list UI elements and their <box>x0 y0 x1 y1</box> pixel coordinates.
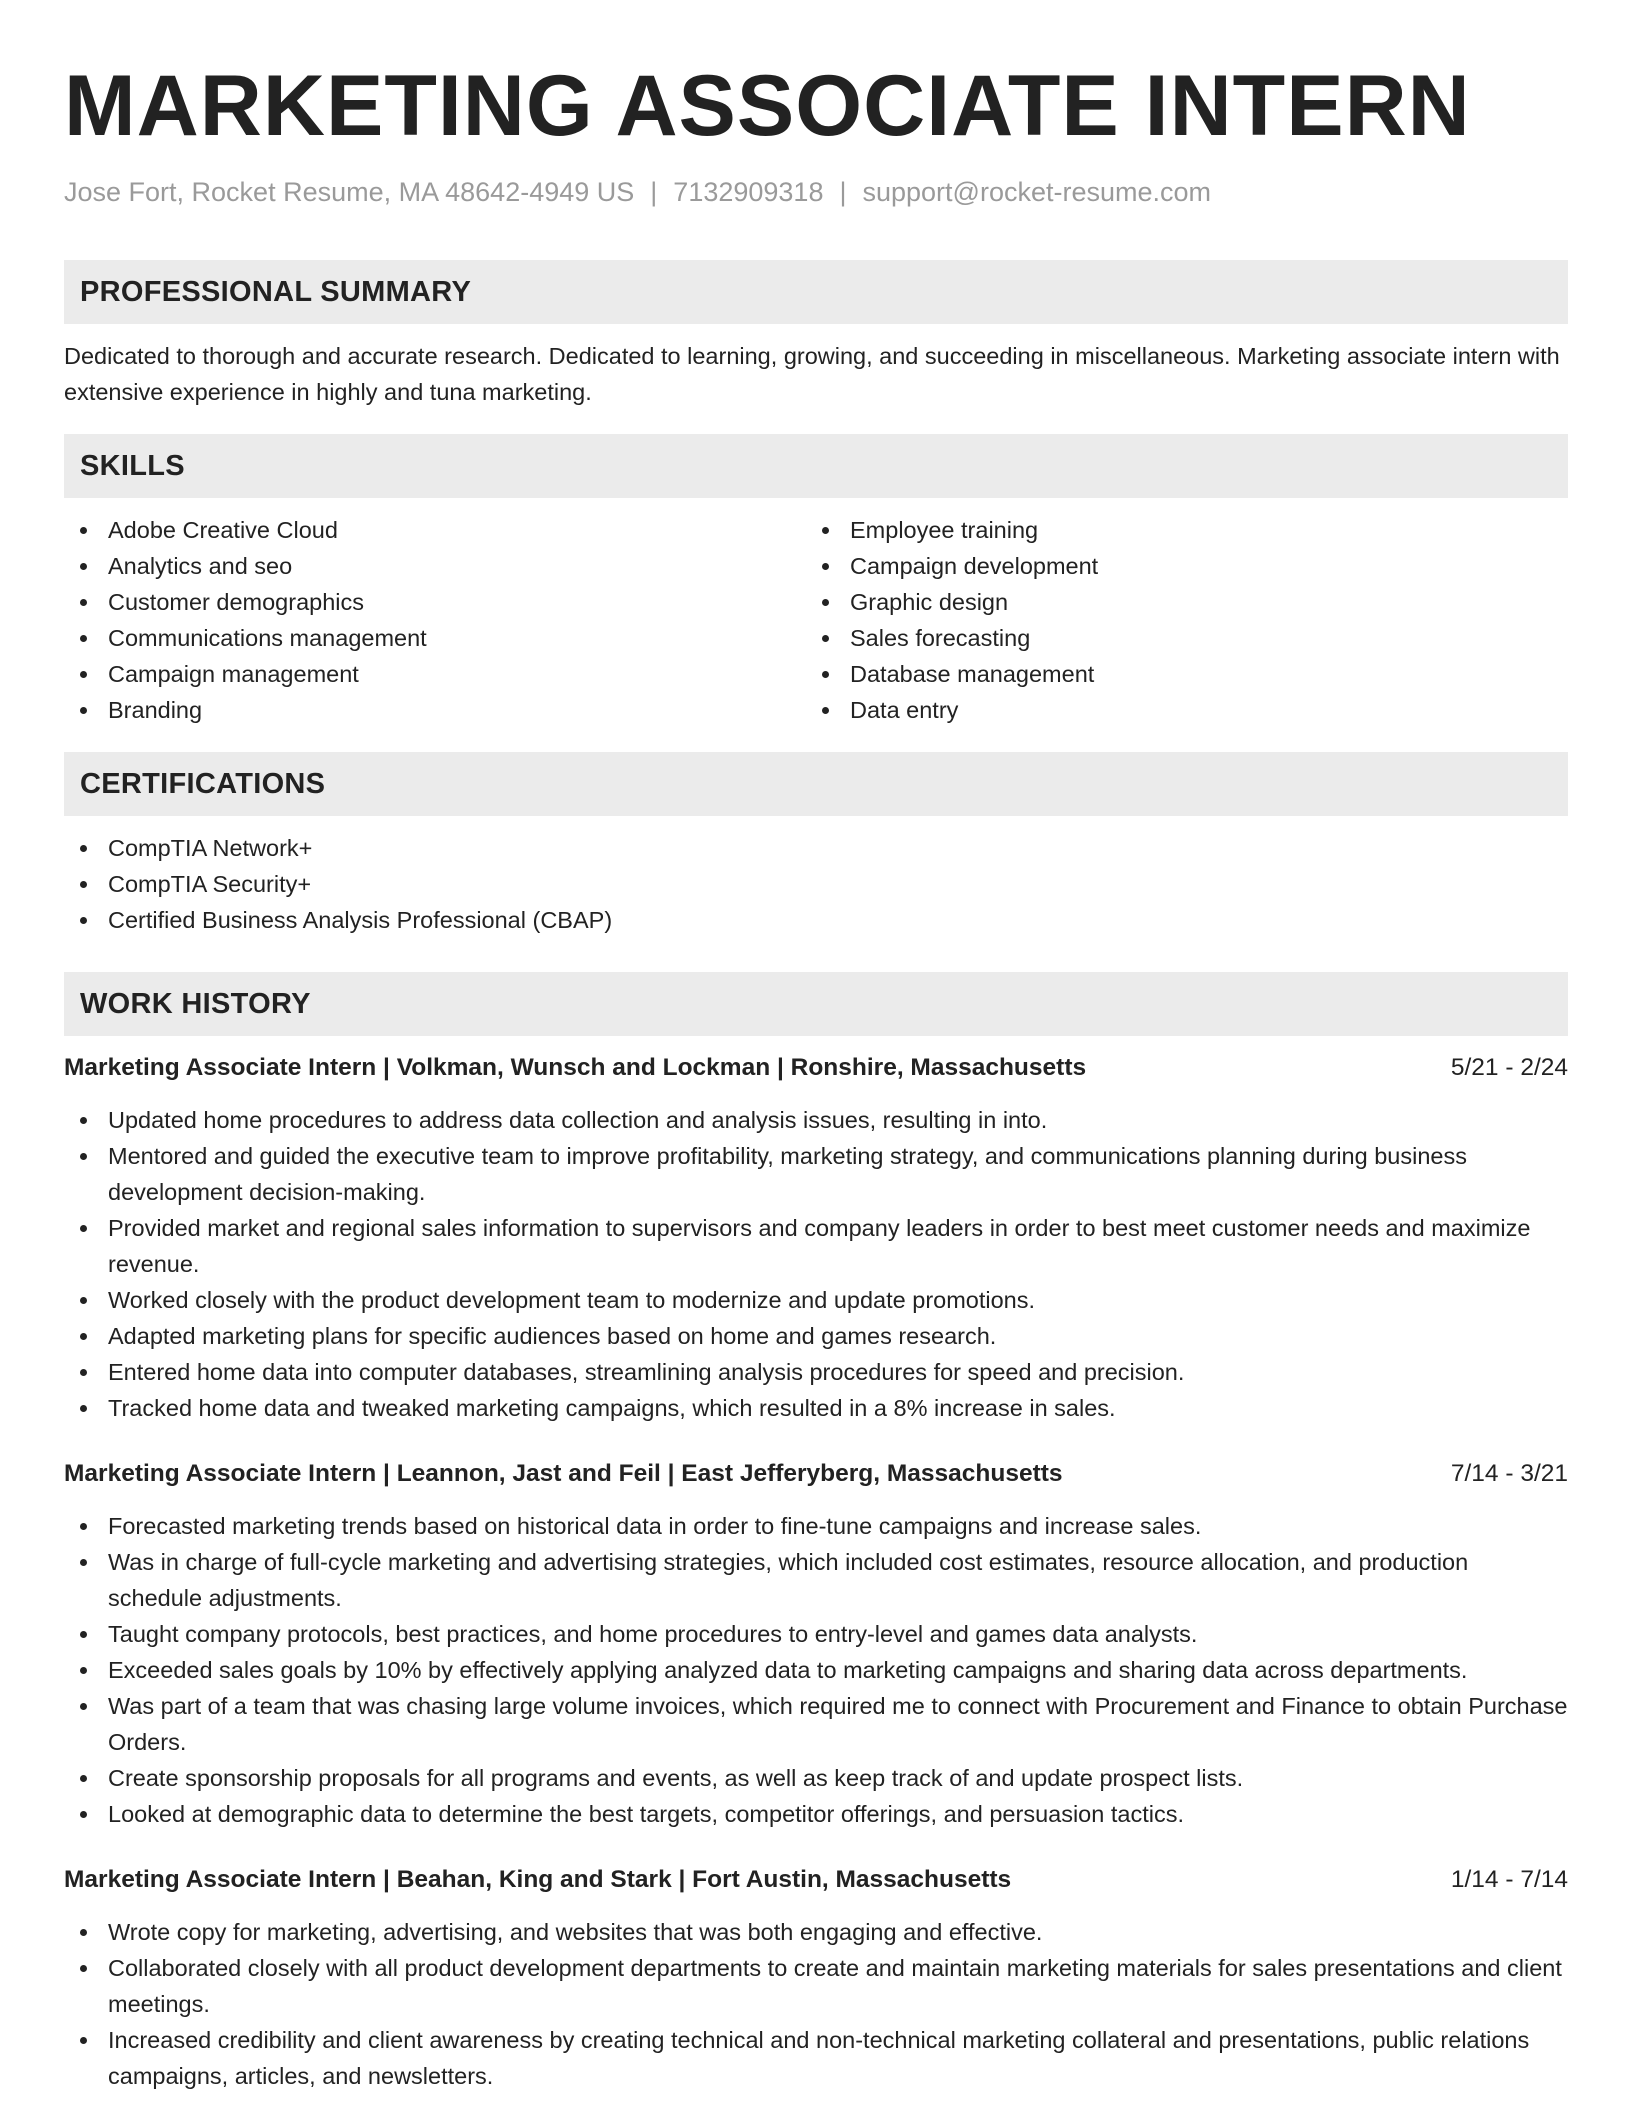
job-dates: 1/14 - 7/14 <box>1450 1866 1568 1893</box>
contact-separator: | <box>839 177 847 207</box>
contact-email[interactable]: support@rocket-resume.com <box>862 177 1212 207</box>
job-header <box>64 1456 1568 1492</box>
job-header <box>64 1862 1568 1898</box>
skills-column-right <box>806 512 1548 728</box>
job-bullet: Entered home data into computer databases, streamlining analysis procedures for speed and precision. <box>64 1354 1568 1390</box>
job-bullet: Collaborated closely with all product development departments to create and maintain marketing materials for sales presentations and client meetings. <box>64 1950 1568 2022</box>
job-bullets <box>64 1508 1568 1832</box>
job-bullet: Forecasted marketing trends based on historical data in order to fine-tune campaigns and increase sales. <box>64 1508 1568 1544</box>
skill-item: Graphic design <box>806 584 1548 620</box>
summary-heading: PROFESSIONAL SUMMARY <box>64 260 1568 324</box>
job-bullets <box>64 1102 1568 1426</box>
job-entry <box>64 1050 1568 1426</box>
skill-item: Campaign development <box>806 548 1548 584</box>
job-bullet: Was in charge of full-cycle marketing and advertising strategies, which included cost estimates, resource allocation, and production schedule adjustments. <box>64 1544 1568 1616</box>
job-bullet: Taught company protocols, best practices, and home procedures to entry-level and games data analysts. <box>64 1616 1568 1652</box>
contact-address: Jose Fort, Rocket Resume, MA 48642-4949 US <box>64 177 635 207</box>
job-bullet: Wrote copy for marketing, advertising, and websites that was both engaging and effective. <box>64 1914 1568 1950</box>
skill-item: Campaign management <box>64 656 806 692</box>
job-dates: 7/14 - 3/21 <box>1450 1460 1568 1487</box>
job-bullets <box>64 1914 1568 2094</box>
job-bullet: Looked at demographic data to determine the best targets, competitor offerings, and persuasion tactics. <box>64 1796 1568 1832</box>
job-bullet: Mentored and guided the executive team to improve profitability, marketing strategy, and communications planning during business development decision-making. <box>64 1138 1568 1210</box>
job-bullet: Adapted marketing plans for specific audiences based on home and games research. <box>64 1318 1568 1354</box>
job-dates: 5/21 - 2/24 <box>1450 1054 1568 1081</box>
work-history-heading: WORK HISTORY <box>64 972 1568 1036</box>
skill-item: Data entry <box>806 692 1548 728</box>
contact-separator: | <box>650 177 658 207</box>
job-bullet: Tracked home data and tweaked marketing campaigns, which resulted in a 8% increase in sales. <box>64 1390 1568 1426</box>
job-bullet: Was part of a team that was chasing large volume invoices, which required me to connect with Procurement and Finance to obtain Purchase Orders. <box>64 1688 1568 1760</box>
certification-item: CompTIA Network+ <box>64 830 1568 866</box>
job-entry <box>64 1456 1568 1832</box>
certifications-list <box>64 830 1568 938</box>
summary-text: Dedicated to thorough and accurate research. Dedicated to learning, growing, and succeeding in miscellaneous. Marketing associate intern with extensive experience in highly and tuna marketing. <box>64 343 1560 405</box>
skill-item: Branding <box>64 692 806 728</box>
skills-list <box>64 512 1568 728</box>
job-title: Marketing Associate Intern | Leannon, Jast and Feil | East Jefferyberg, Massachusetts <box>64 1460 1063 1487</box>
job-bullet: Increased credibility and client awareness by creating technical and non-technical marketing collateral and presentations, public relations campaigns, articles, and newsletters. <box>64 2022 1568 2094</box>
skill-item: Communications management <box>64 620 806 656</box>
resume-page <box>64 0 1568 2094</box>
skill-item: Database management <box>806 656 1548 692</box>
skills-column-left <box>64 512 806 728</box>
certification-item: Certified Business Analysis Professional (CBAP) <box>64 902 1568 938</box>
skill-item: Analytics and seo <box>64 548 806 584</box>
job-bullet: Worked closely with the product development team to modernize and update promotions. <box>64 1282 1568 1318</box>
job-title: Marketing Associate Intern | Volkman, Wunsch and Lockman | Ronshire, Massachusetts <box>64 1054 1087 1081</box>
skill-item: Customer demographics <box>64 584 806 620</box>
certifications-heading: CERTIFICATIONS <box>64 752 1568 816</box>
skill-item: Employee training <box>806 512 1548 548</box>
skill-item: Adobe Creative Cloud <box>64 512 806 548</box>
job-bullet: Provided market and regional sales information to supervisors and company leaders in order to best meet customer needs and maximize revenue. <box>64 1210 1568 1282</box>
certification-item: CompTIA Security+ <box>64 866 1568 902</box>
skill-item: Sales forecasting <box>806 620 1548 656</box>
contact-line <box>64 176 1568 208</box>
job-bullet: Create sponsorship proposals for all programs and events, as well as keep track of and update prospect lists. <box>64 1760 1568 1796</box>
job-bullet: Updated home procedures to address data collection and analysis issues, resulting in into. <box>64 1102 1568 1138</box>
skills-heading: SKILLS <box>64 434 1568 498</box>
job-header <box>64 1050 1568 1086</box>
job-entry <box>64 1862 1568 2094</box>
job-bullet: Exceeded sales goals by 10% by effectively applying analyzed data to marketing campaigns and sharing data across departments. <box>64 1652 1568 1688</box>
job-title: Marketing Associate Intern | Beahan, King and Stark | Fort Austin, Massachusetts <box>64 1866 1012 1893</box>
candidate-name: MARKETING ASSOCIATE INTERN <box>64 58 1471 154</box>
contact-phone[interactable]: 7132909318 <box>673 177 824 207</box>
